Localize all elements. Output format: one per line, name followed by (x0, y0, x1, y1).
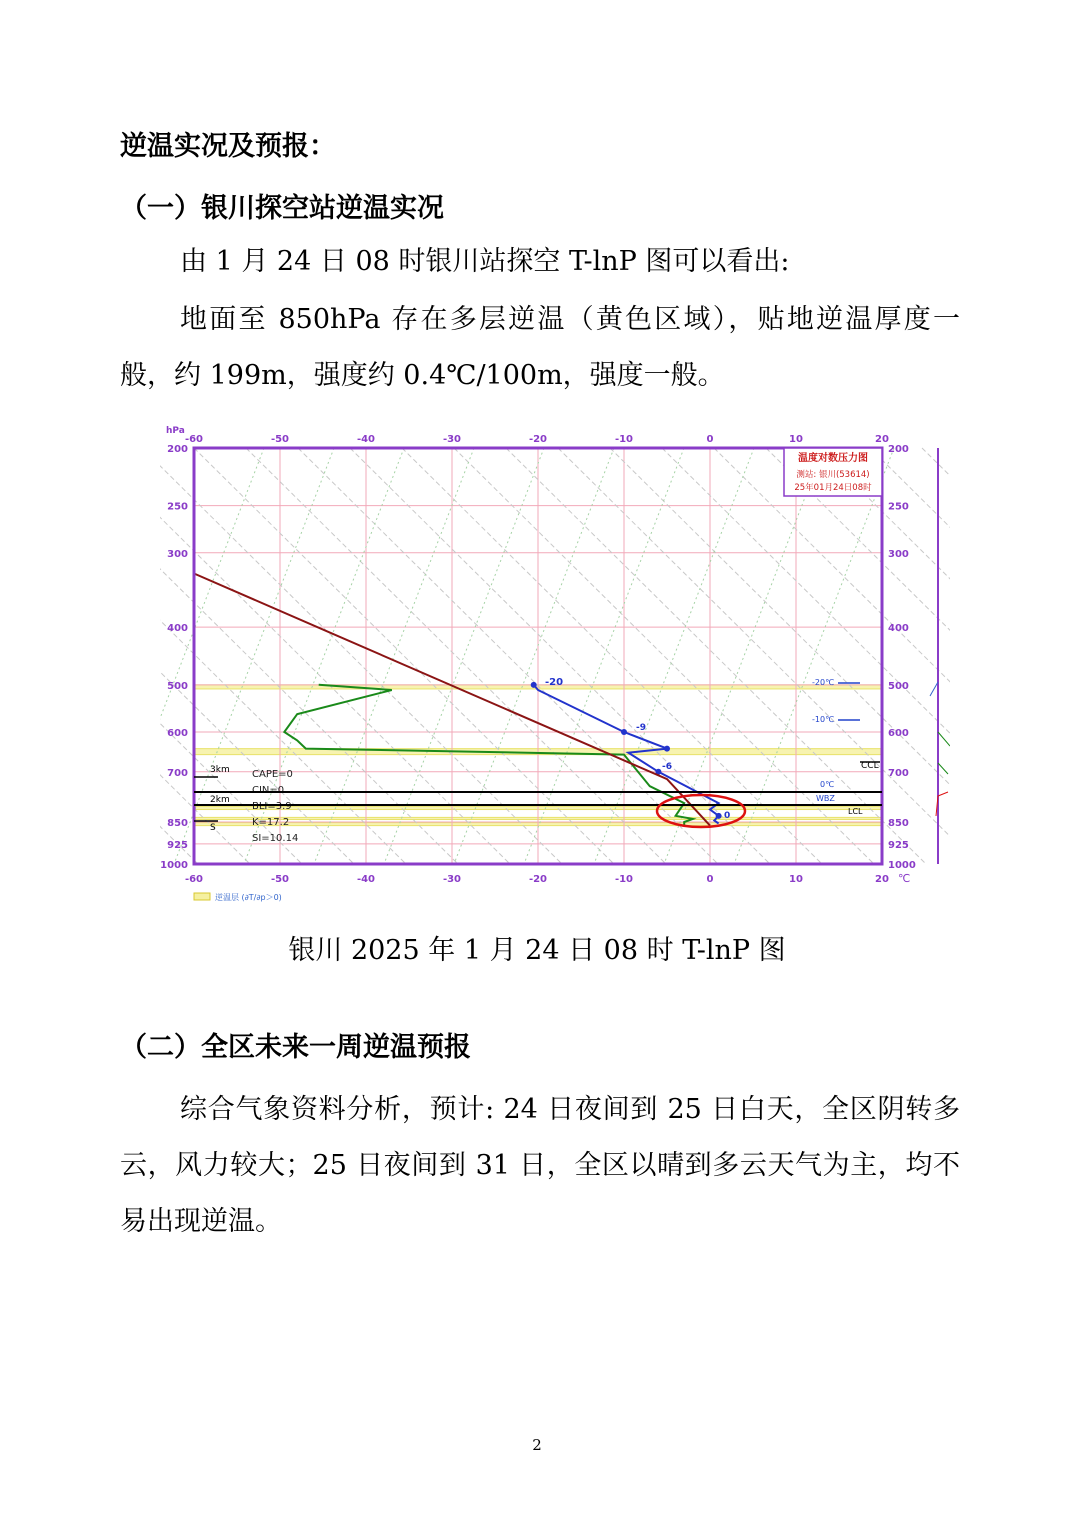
y-tick-label-right: 600 (888, 727, 909, 739)
point-label-minus20: -20 (545, 677, 564, 688)
level-minus20: -20℃ (812, 678, 835, 687)
y-tick-label-right: 200 (888, 444, 909, 455)
page-heading: 逆温实况及预报： (120, 131, 336, 162)
legend-inversion-label: 逆温层 (∂T/∂p＞0) (215, 893, 282, 902)
mixing-ratio-line (734, 448, 894, 864)
figure-caption: 银川 2025 年 1 月 24 日 08 时 T-lnP 图 (288, 935, 786, 966)
temperature-point (716, 813, 722, 819)
index-bli: BLI=3.9 (252, 801, 292, 812)
level-lcl: LCL (848, 807, 863, 816)
y-tick-label-right: 1000 (888, 860, 916, 871)
x-tick-label-bottom: 20 (875, 874, 889, 885)
legend-box-station: 测站: 银川(53614) (796, 470, 870, 480)
mixing-ratio-line (594, 448, 754, 864)
index-cape: CAPE=0 (252, 769, 293, 780)
section1-title: （一）银川探空站逆温实况 (120, 193, 444, 224)
y-tick-label-left: 700 (167, 767, 188, 779)
dry-adiabat-line (298, 448, 718, 864)
point-label-minus9: -9 (636, 723, 646, 733)
x-tick-label-top: -40 (356, 434, 376, 445)
x-tick-label-bottom: 10 (789, 874, 803, 885)
section1-paragraph-1: 由 1 月 24 日 08 时银川站探空 T-lnP 图可以看出: (180, 246, 790, 277)
dry-adiabat-line (922, 448, 950, 864)
height-surface: S (210, 823, 216, 833)
mixing-ratio-line (384, 448, 544, 864)
temperature-point (664, 746, 670, 752)
x-tick-label-bottom: -30 (442, 874, 462, 885)
tlnp-chart (160, 420, 950, 910)
temperature-point (621, 729, 627, 735)
x-tick-label-top: 20 (875, 434, 889, 445)
level-0c: 0℃ (820, 780, 835, 789)
legend-inversion-swatch (194, 893, 210, 900)
x-tick-label-bottom: -40 (356, 874, 376, 885)
level-ccl: CCL (861, 761, 879, 771)
y-tick-label-left: 300 (167, 548, 188, 560)
y-tick-label-right: 700 (888, 767, 909, 779)
dry-adiabat-line (402, 448, 822, 864)
section1-paragraph-2: 地面至 850hPa 存在多层逆温（黄色区域），贴地逆温厚度一般，约 199m，强度约 0.4℃/100m，强度一般。 (120, 304, 960, 391)
point-label-minus6: -6 (662, 762, 672, 772)
x-tick-label-top: -30 (442, 434, 462, 445)
x-tick-label-bottom: -60 (184, 874, 204, 885)
y-tick-label-left: 850 (167, 817, 188, 829)
y-unit-label: hPa (166, 426, 185, 436)
y-tick-label-left: 600 (167, 727, 188, 739)
mixing-ratio-line (524, 448, 684, 864)
height-2km: 2km (210, 795, 230, 805)
index-k: K=17.2 (252, 817, 290, 828)
x-tick-label-top: -50 (270, 434, 290, 445)
page-number: 2 (532, 1436, 542, 1454)
chart-grid (194, 448, 882, 864)
x-tick-label-top: 10 (789, 434, 803, 445)
mixing-ratio-line (314, 448, 474, 864)
x-tick-label-top: 0 (706, 434, 714, 445)
index-cin: CIN=0 (252, 785, 285, 796)
y-tick-label-right: 250 (888, 501, 909, 513)
index-si: SI=10.14 (252, 833, 299, 844)
dry-adiabat-line (766, 448, 950, 864)
dry-adiabat-line (818, 448, 950, 864)
y-tick-label-left: 500 (167, 680, 188, 692)
y-tick-label-right: 300 (888, 548, 909, 560)
section2-paragraph: 综合气象资料分析，预计: 24 日夜间到 25 日白天，全区阴转多云，风力较大；25 日夜间到 31 日，全区以晴到多云天气为主，均不易出现逆温。 (120, 1094, 960, 1237)
mixing-ratio-line (454, 448, 614, 864)
y-tick-label-right: 850 (888, 817, 909, 829)
point-label-0: 0 (724, 811, 731, 821)
y-tick-label-left: 400 (167, 623, 188, 635)
y-tick-label-right: 500 (888, 680, 909, 692)
y-tick-label-left: 925 (167, 839, 188, 851)
level-minus10: -10℃ (812, 715, 835, 724)
section2-title: （二）全区未来一周逆温预报 (120, 1032, 471, 1063)
temperature-point (531, 682, 537, 688)
dry-adiabat-line (246, 448, 666, 864)
y-tick-label-left: 200 (167, 444, 188, 455)
legend-box-title: 温度对数压力图 (798, 453, 868, 464)
x-tick-label-bottom: -50 (270, 874, 290, 885)
y-tick-label-right: 400 (888, 623, 909, 635)
x-tick-label-bottom: -10 (614, 874, 634, 885)
height-3km: 3km (210, 765, 230, 775)
legend-box-time: 25年01月24日08时 (794, 483, 872, 493)
level-wbz: WBZ (816, 794, 835, 803)
x-tick-label-top: -20 (528, 434, 548, 445)
y-tick-label-right: 925 (888, 839, 909, 851)
x-tick-label-bottom: 0 (706, 874, 714, 885)
x-tick-label-bottom: -20 (528, 874, 548, 885)
x-unit-label: ℃ (898, 872, 911, 885)
x-tick-label-top: -60 (184, 434, 204, 445)
y-tick-label-left: 1000 (160, 860, 188, 871)
dry-adiabat-line (350, 448, 770, 864)
x-tick-label-top: -10 (614, 434, 634, 445)
y-tick-label-left: 250 (167, 501, 188, 513)
